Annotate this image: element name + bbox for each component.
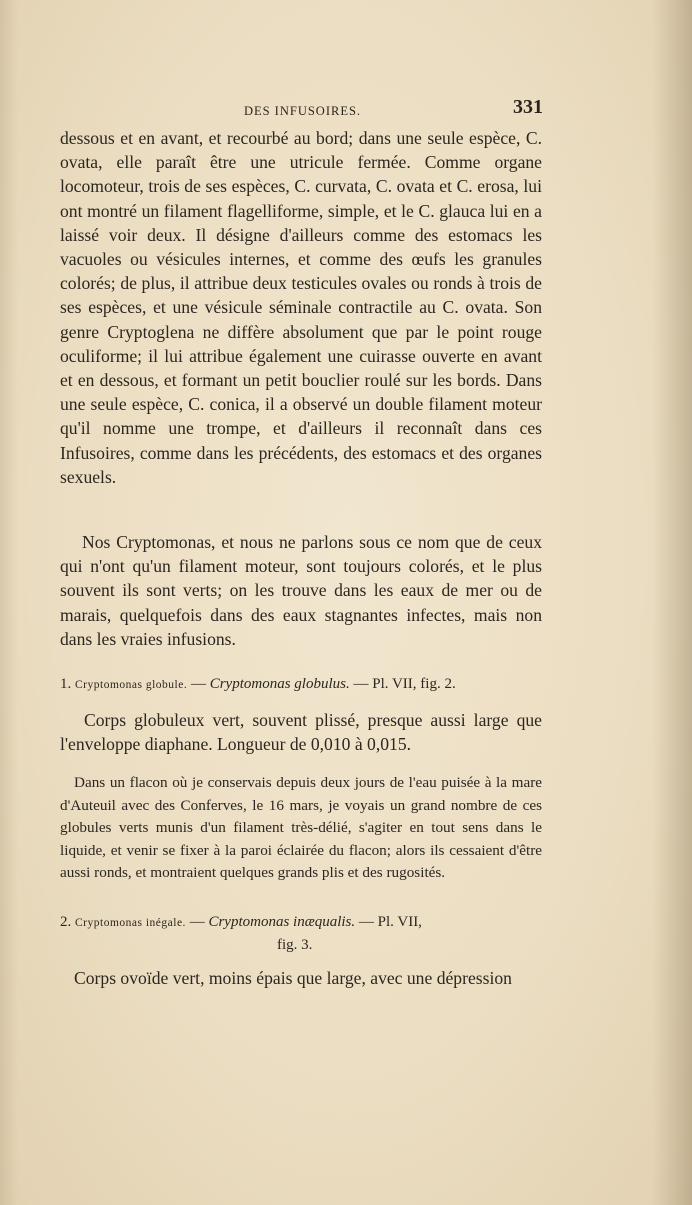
dash: —: [349, 676, 373, 692]
paragraph-continued: dessous et en avant, et recourbé au bord; dans une seule espèce, C. ovata, elle paraît être une utricule fermée. Comme organe locomoteur, trois de ses espèces, C. curvata, C. ovata et C. erosa, lui ont montré un filament flagelliforme, simple, et le C. glauca lui en a laissé voir deux. Il désigne d'ailleurs comme des estomacs les vacuoles ou vésicules internes, et comme des œufs les granules colorés; de plus, il attribue deux testicules ovales ou ronds à trois de ses espèces, et une vésicule séminale contractile au C. ovata. Son genre Cryptoglena ne diffère absolument que par le point rouge oculiforme; il lui attribue également une cuirasse ouverte en avant et en dessous, et formant un petit bouclier roulé sur les bords. Dans une seule espèce, C. conica, il a observé un double filament moteur qu'il nomme une trompe, et d'ailleurs il reconnaît dans ces Infusoires, comme dans les précédents, des estomacs et des organes sexuels.: [60, 128, 542, 487]
plate-reference: Pl. VII, fig. 2.: [372, 676, 456, 692]
species-heading-globulus: [60, 673, 542, 696]
paragraph-cryptomonas-general: Nos Cryptomonas, et nous ne parlons sous ce nom que de ceux qui n'ont qu'un filament moteur, sont toujours colorés, et le plus souvent ils sont verts; on les trouve dans les eaux de mer ou de marais, quelquefois dans des eaux stagnantes infectes, mais non dans les vraies infusions.: [60, 532, 542, 649]
page-number: 331: [513, 96, 543, 118]
dash: —: [185, 914, 209, 930]
species-number: 1.: [60, 676, 72, 692]
page-header: [60, 96, 545, 124]
species-heading-inaequalis: [60, 911, 542, 956]
species-latin-name: Cryptomonas inæqualis.: [208, 914, 356, 930]
dash: —: [355, 914, 378, 930]
species-description-inaequalis: Corps ovoïde vert, moins épais que large, avec une dépression: [74, 968, 512, 988]
species-observation-globulus: Dans un flacon où je conservais depuis deux jours de l'eau puisée à la mare d'Auteuil avec des Conferves, le 16 mars, je voyais un grand nombre de ces globules verts munis d'un filament très-délié, s'agiter en tout sens dans le liquide, et venir se fixer à la paroi éclairée du flacon; alors ils cessaient d'être aussi ronds, et montraient quelques grands plis et des rugosités.: [60, 774, 542, 882]
species-french-name: Cryptomonas globule.: [75, 679, 188, 691]
dash: —: [187, 676, 210, 692]
plate-figure-reference: fig. 3.: [277, 937, 313, 953]
running-head: DES INFUSOIRES.: [243, 104, 362, 118]
species-latin-name: Cryptomonas globulus.: [209, 676, 350, 692]
species-french-name: Cryptomonas inégale.: [75, 917, 186, 929]
species-number: 2.: [60, 914, 72, 930]
gutter-shadow: [0, 0, 18, 1205]
plate-reference: Pl. VII,: [377, 914, 422, 930]
page-edge-shadow: [652, 0, 692, 1205]
species-description-globulus: Corps globuleux vert, souvent plissé, presque aussi large que l'enveloppe diaphane. Longueur de 0,010 à 0,015.: [60, 710, 542, 755]
